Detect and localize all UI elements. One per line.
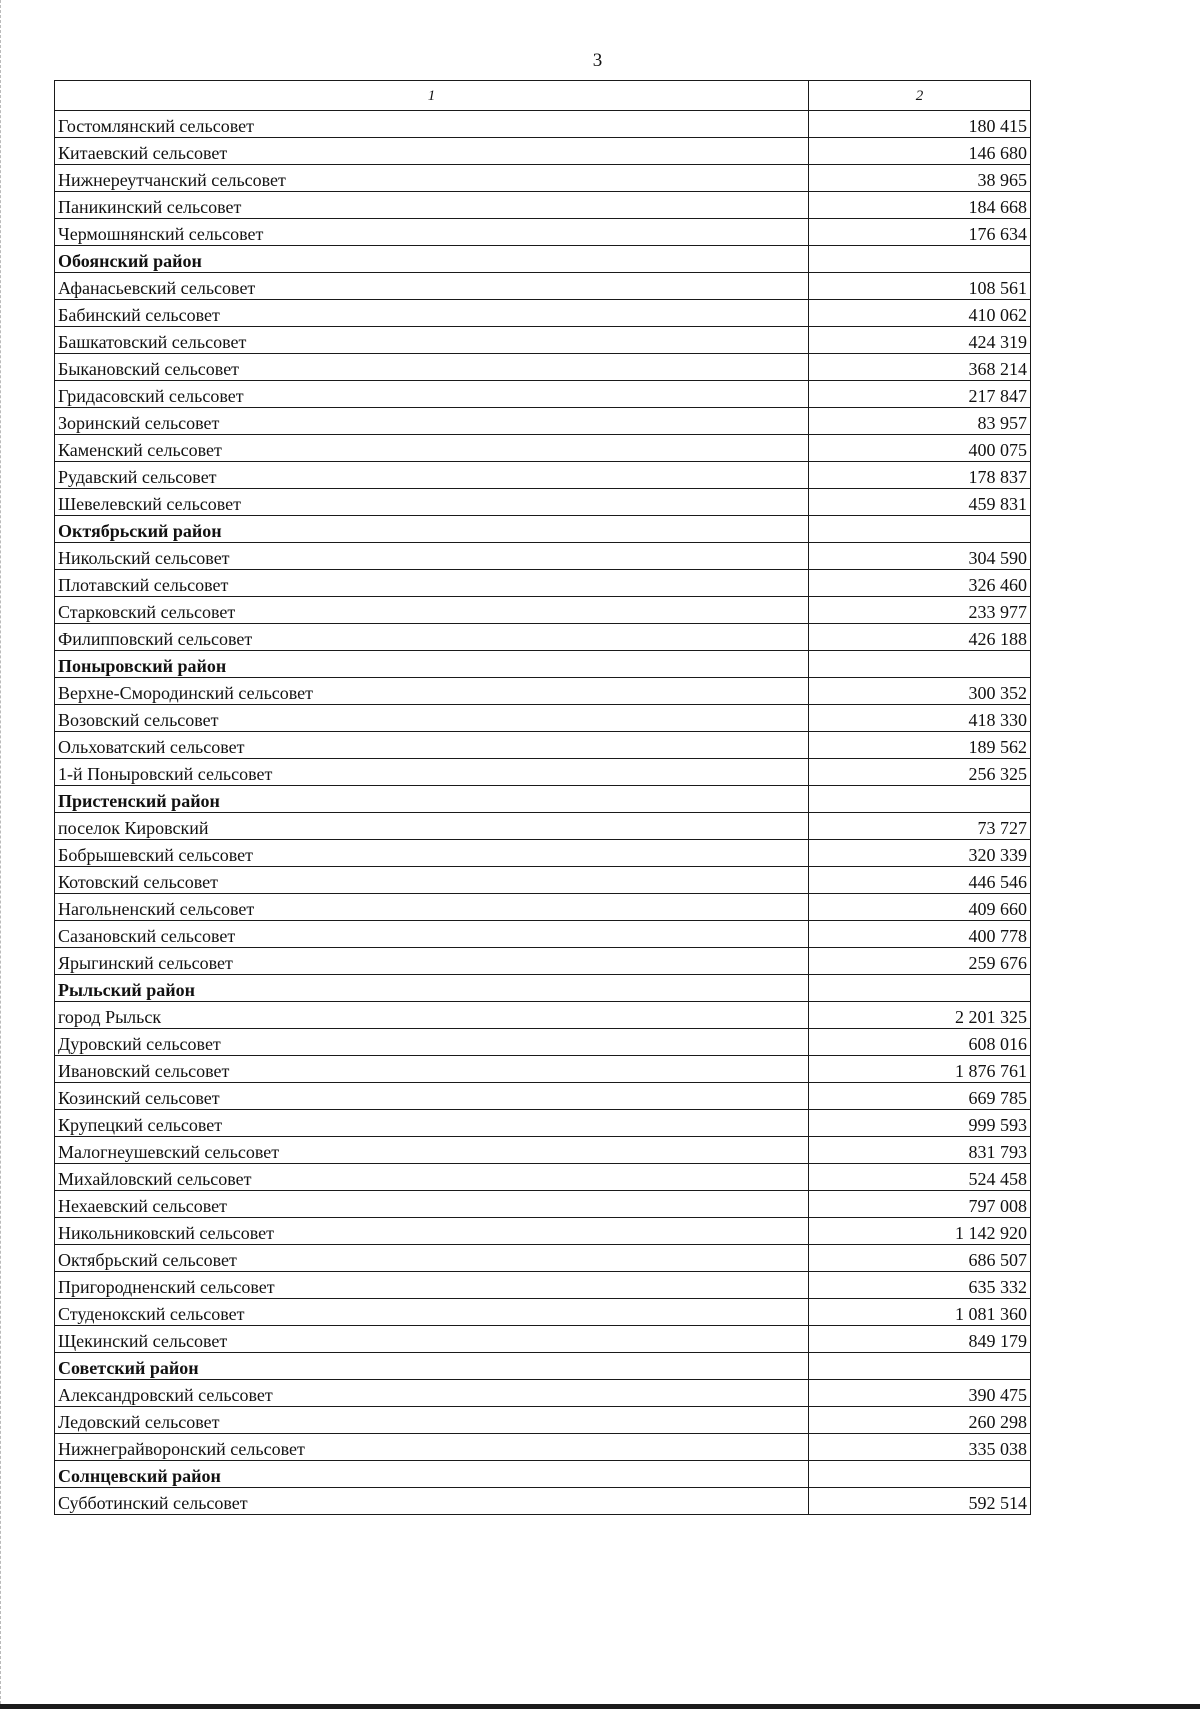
settlement-name: Нагольненский сельсовет — [55, 894, 809, 921]
table-row — [55, 273, 1031, 300]
settlement-name: Малогнеушевский сельсовет — [55, 1137, 809, 1164]
table-row — [55, 1002, 1031, 1029]
settlement-name: Никольский сельсовет — [55, 543, 809, 570]
settlement-name: Шевелевский сельсовет — [55, 489, 809, 516]
amount-value: 368 214 — [809, 354, 1031, 381]
amount-value: 1 876 761 — [809, 1056, 1031, 1083]
settlement-name: Гридасовский сельсовет — [55, 381, 809, 408]
amount-value: 400 778 — [809, 921, 1031, 948]
amount-value: 424 319 — [809, 327, 1031, 354]
settlement-name: 1-й Поныровский сельсовет — [55, 759, 809, 786]
amount-value: 831 793 — [809, 1137, 1031, 1164]
district-header-row — [55, 516, 1031, 543]
amount-value: 797 008 — [809, 1191, 1031, 1218]
amount-value: 999 593 — [809, 1110, 1031, 1137]
district-header-row — [55, 246, 1031, 273]
amount-value: 686 507 — [809, 1245, 1031, 1272]
settlement-name: Ледовский сельсовет — [55, 1407, 809, 1434]
amount-value: 390 475 — [809, 1380, 1031, 1407]
table-row — [55, 894, 1031, 921]
amount-value — [809, 651, 1031, 678]
settlement-name: Быкановский сельсовет — [55, 354, 809, 381]
settlement-name: город Рыльск — [55, 1002, 809, 1029]
amount-value: 326 460 — [809, 570, 1031, 597]
district-header-row — [55, 975, 1031, 1002]
table-row — [55, 1083, 1031, 1110]
amount-value: 418 330 — [809, 705, 1031, 732]
settlement-name: Ольховатский сельсовет — [55, 732, 809, 759]
settlement-name: Бобрышевский сельсовет — [55, 840, 809, 867]
settlement-name: Возовский сельсовет — [55, 705, 809, 732]
table-row — [55, 678, 1031, 705]
amount-value — [809, 786, 1031, 813]
amount-value: 304 590 — [809, 543, 1031, 570]
amount-value: 300 352 — [809, 678, 1031, 705]
settlement-name: Китаевский сельсовет — [55, 138, 809, 165]
amount-value: 189 562 — [809, 732, 1031, 759]
amount-value: 256 325 — [809, 759, 1031, 786]
table-row — [55, 1164, 1031, 1191]
district-name: Поныровский район — [55, 651, 809, 678]
amount-value: 178 837 — [809, 462, 1031, 489]
table-row — [55, 462, 1031, 489]
settlement-name: поселок Кировский — [55, 813, 809, 840]
table-row — [55, 354, 1031, 381]
table-body — [55, 81, 1031, 1515]
table-row — [55, 1272, 1031, 1299]
table-row — [55, 1299, 1031, 1326]
table-row — [55, 597, 1031, 624]
settlement-name: Афанасьевский сельсовет — [55, 273, 809, 300]
table-row — [55, 732, 1031, 759]
table-row — [55, 489, 1031, 516]
scan-bottom-bar — [0, 1704, 1200, 1709]
amount-value — [809, 975, 1031, 1002]
amount-value: 259 676 — [809, 948, 1031, 975]
settlement-name: Пригородненский сельсовет — [55, 1272, 809, 1299]
settlement-name: Студенокский сельсовет — [55, 1299, 809, 1326]
settlement-name: Паникинский сельсовет — [55, 192, 809, 219]
amount-value: 410 062 — [809, 300, 1031, 327]
amount-value: 108 561 — [809, 273, 1031, 300]
table-header-row — [55, 81, 1031, 111]
amount-value: 83 957 — [809, 408, 1031, 435]
table-row — [55, 624, 1031, 651]
district-name: Пристенский район — [55, 786, 809, 813]
settlement-name: Котовский сельсовет — [55, 867, 809, 894]
settlement-name: Бабинский сельсовет — [55, 300, 809, 327]
district-name: Рыльский район — [55, 975, 809, 1002]
district-name: Обоянский район — [55, 246, 809, 273]
district-header-row — [55, 1461, 1031, 1488]
district-header-row — [55, 1353, 1031, 1380]
scan-edge-artifact — [0, 0, 2, 1709]
settlement-name: Никольниковский сельсовет — [55, 1218, 809, 1245]
table-row — [55, 192, 1031, 219]
table-row — [55, 1029, 1031, 1056]
amount-value: 2 201 325 — [809, 1002, 1031, 1029]
table-row — [55, 921, 1031, 948]
settlement-name: Александровский сельсовет — [55, 1380, 809, 1407]
settlement-name: Башкатовский сельсовет — [55, 327, 809, 354]
table-row — [55, 111, 1031, 138]
settlement-name: Рудавский сельсовет — [55, 462, 809, 489]
settlement-name: Щекинский сельсовет — [55, 1326, 809, 1353]
table-row — [55, 408, 1031, 435]
amount-value: 176 634 — [809, 219, 1031, 246]
allocation-table — [54, 80, 1031, 1515]
table-row — [55, 1488, 1031, 1515]
amount-value: 400 075 — [809, 435, 1031, 462]
amount-value: 260 298 — [809, 1407, 1031, 1434]
amount-value — [809, 246, 1031, 273]
district-header-row — [55, 786, 1031, 813]
table-row — [55, 1434, 1031, 1461]
settlement-name: Плотавский сельсовет — [55, 570, 809, 597]
settlement-name: Чермошнянский сельсовет — [55, 219, 809, 246]
amount-value: 146 680 — [809, 138, 1031, 165]
table-row — [55, 570, 1031, 597]
amount-value — [809, 1461, 1031, 1488]
amount-value: 426 188 — [809, 624, 1031, 651]
table-row — [55, 435, 1031, 462]
table-row — [55, 1110, 1031, 1137]
amount-value: 446 546 — [809, 867, 1031, 894]
amount-value: 669 785 — [809, 1083, 1031, 1110]
amount-value: 1 081 360 — [809, 1299, 1031, 1326]
settlement-name: Октябрьский сельсовет — [55, 1245, 809, 1272]
header-col-1: 1 — [55, 81, 809, 111]
settlement-name: Нехаевский сельсовет — [55, 1191, 809, 1218]
district-name: Советский район — [55, 1353, 809, 1380]
table-row — [55, 759, 1031, 786]
settlement-name: Михайловский сельсовет — [55, 1164, 809, 1191]
settlement-name: Ярыгинский сельсовет — [55, 948, 809, 975]
settlement-name: Дуровский сельсовет — [55, 1029, 809, 1056]
district-name: Солнцевский район — [55, 1461, 809, 1488]
amount-value: 38 965 — [809, 165, 1031, 192]
amount-value: 409 660 — [809, 894, 1031, 921]
table-row — [55, 543, 1031, 570]
table-row — [55, 1245, 1031, 1272]
table-row — [55, 1137, 1031, 1164]
settlement-name: Сазановский сельсовет — [55, 921, 809, 948]
settlement-name: Старковский сельсовет — [55, 597, 809, 624]
table-row — [55, 381, 1031, 408]
settlement-name: Филипповский сельсовет — [55, 624, 809, 651]
amount-value: 524 458 — [809, 1164, 1031, 1191]
table-row — [55, 165, 1031, 192]
page-number: 3 — [592, 50, 603, 71]
amount-value — [809, 516, 1031, 543]
amount-value: 320 339 — [809, 840, 1031, 867]
amount-value: 184 668 — [809, 192, 1031, 219]
amount-value: 1 142 920 — [809, 1218, 1031, 1245]
district-header-row — [55, 651, 1031, 678]
settlement-name: Нижнеграйворонский сельсовет — [55, 1434, 809, 1461]
settlement-name: Козинский сельсовет — [55, 1083, 809, 1110]
table-row — [55, 138, 1031, 165]
amount-value: 73 727 — [809, 813, 1031, 840]
settlement-name: Ивановский сельсовет — [55, 1056, 809, 1083]
table-row — [55, 840, 1031, 867]
table-row — [55, 705, 1031, 732]
amount-value: 592 514 — [809, 1488, 1031, 1515]
table-row — [55, 219, 1031, 246]
settlement-name: Нижнереутчанский сельсовет — [55, 165, 809, 192]
settlement-name: Каменский сельсовет — [55, 435, 809, 462]
amount-value: 335 038 — [809, 1434, 1031, 1461]
table-row — [55, 1191, 1031, 1218]
table-row — [55, 1407, 1031, 1434]
header-col-2: 2 — [809, 81, 1031, 111]
table-row — [55, 1380, 1031, 1407]
table-row — [55, 948, 1031, 975]
table-row — [55, 1218, 1031, 1245]
amount-value: 459 831 — [809, 489, 1031, 516]
table-row — [55, 327, 1031, 354]
amount-value: 849 179 — [809, 1326, 1031, 1353]
table-row — [55, 1056, 1031, 1083]
settlement-name: Субботинский сельсовет — [55, 1488, 809, 1515]
settlement-name: Зоринский сельсовет — [55, 408, 809, 435]
amount-value: 608 016 — [809, 1029, 1031, 1056]
table-row — [55, 300, 1031, 327]
table-row — [55, 1326, 1031, 1353]
amount-value — [809, 1353, 1031, 1380]
table-row — [55, 867, 1031, 894]
amount-value: 180 415 — [809, 111, 1031, 138]
table-row — [55, 813, 1031, 840]
amount-value: 635 332 — [809, 1272, 1031, 1299]
amount-value: 217 847 — [809, 381, 1031, 408]
amount-value: 233 977 — [809, 597, 1031, 624]
district-name: Октябрьский район — [55, 516, 809, 543]
settlement-name: Верхне-Смородинский сельсовет — [55, 678, 809, 705]
settlement-name: Гостомлянский сельсовет — [55, 111, 809, 138]
settlement-name: Крупецкий сельсовет — [55, 1110, 809, 1137]
